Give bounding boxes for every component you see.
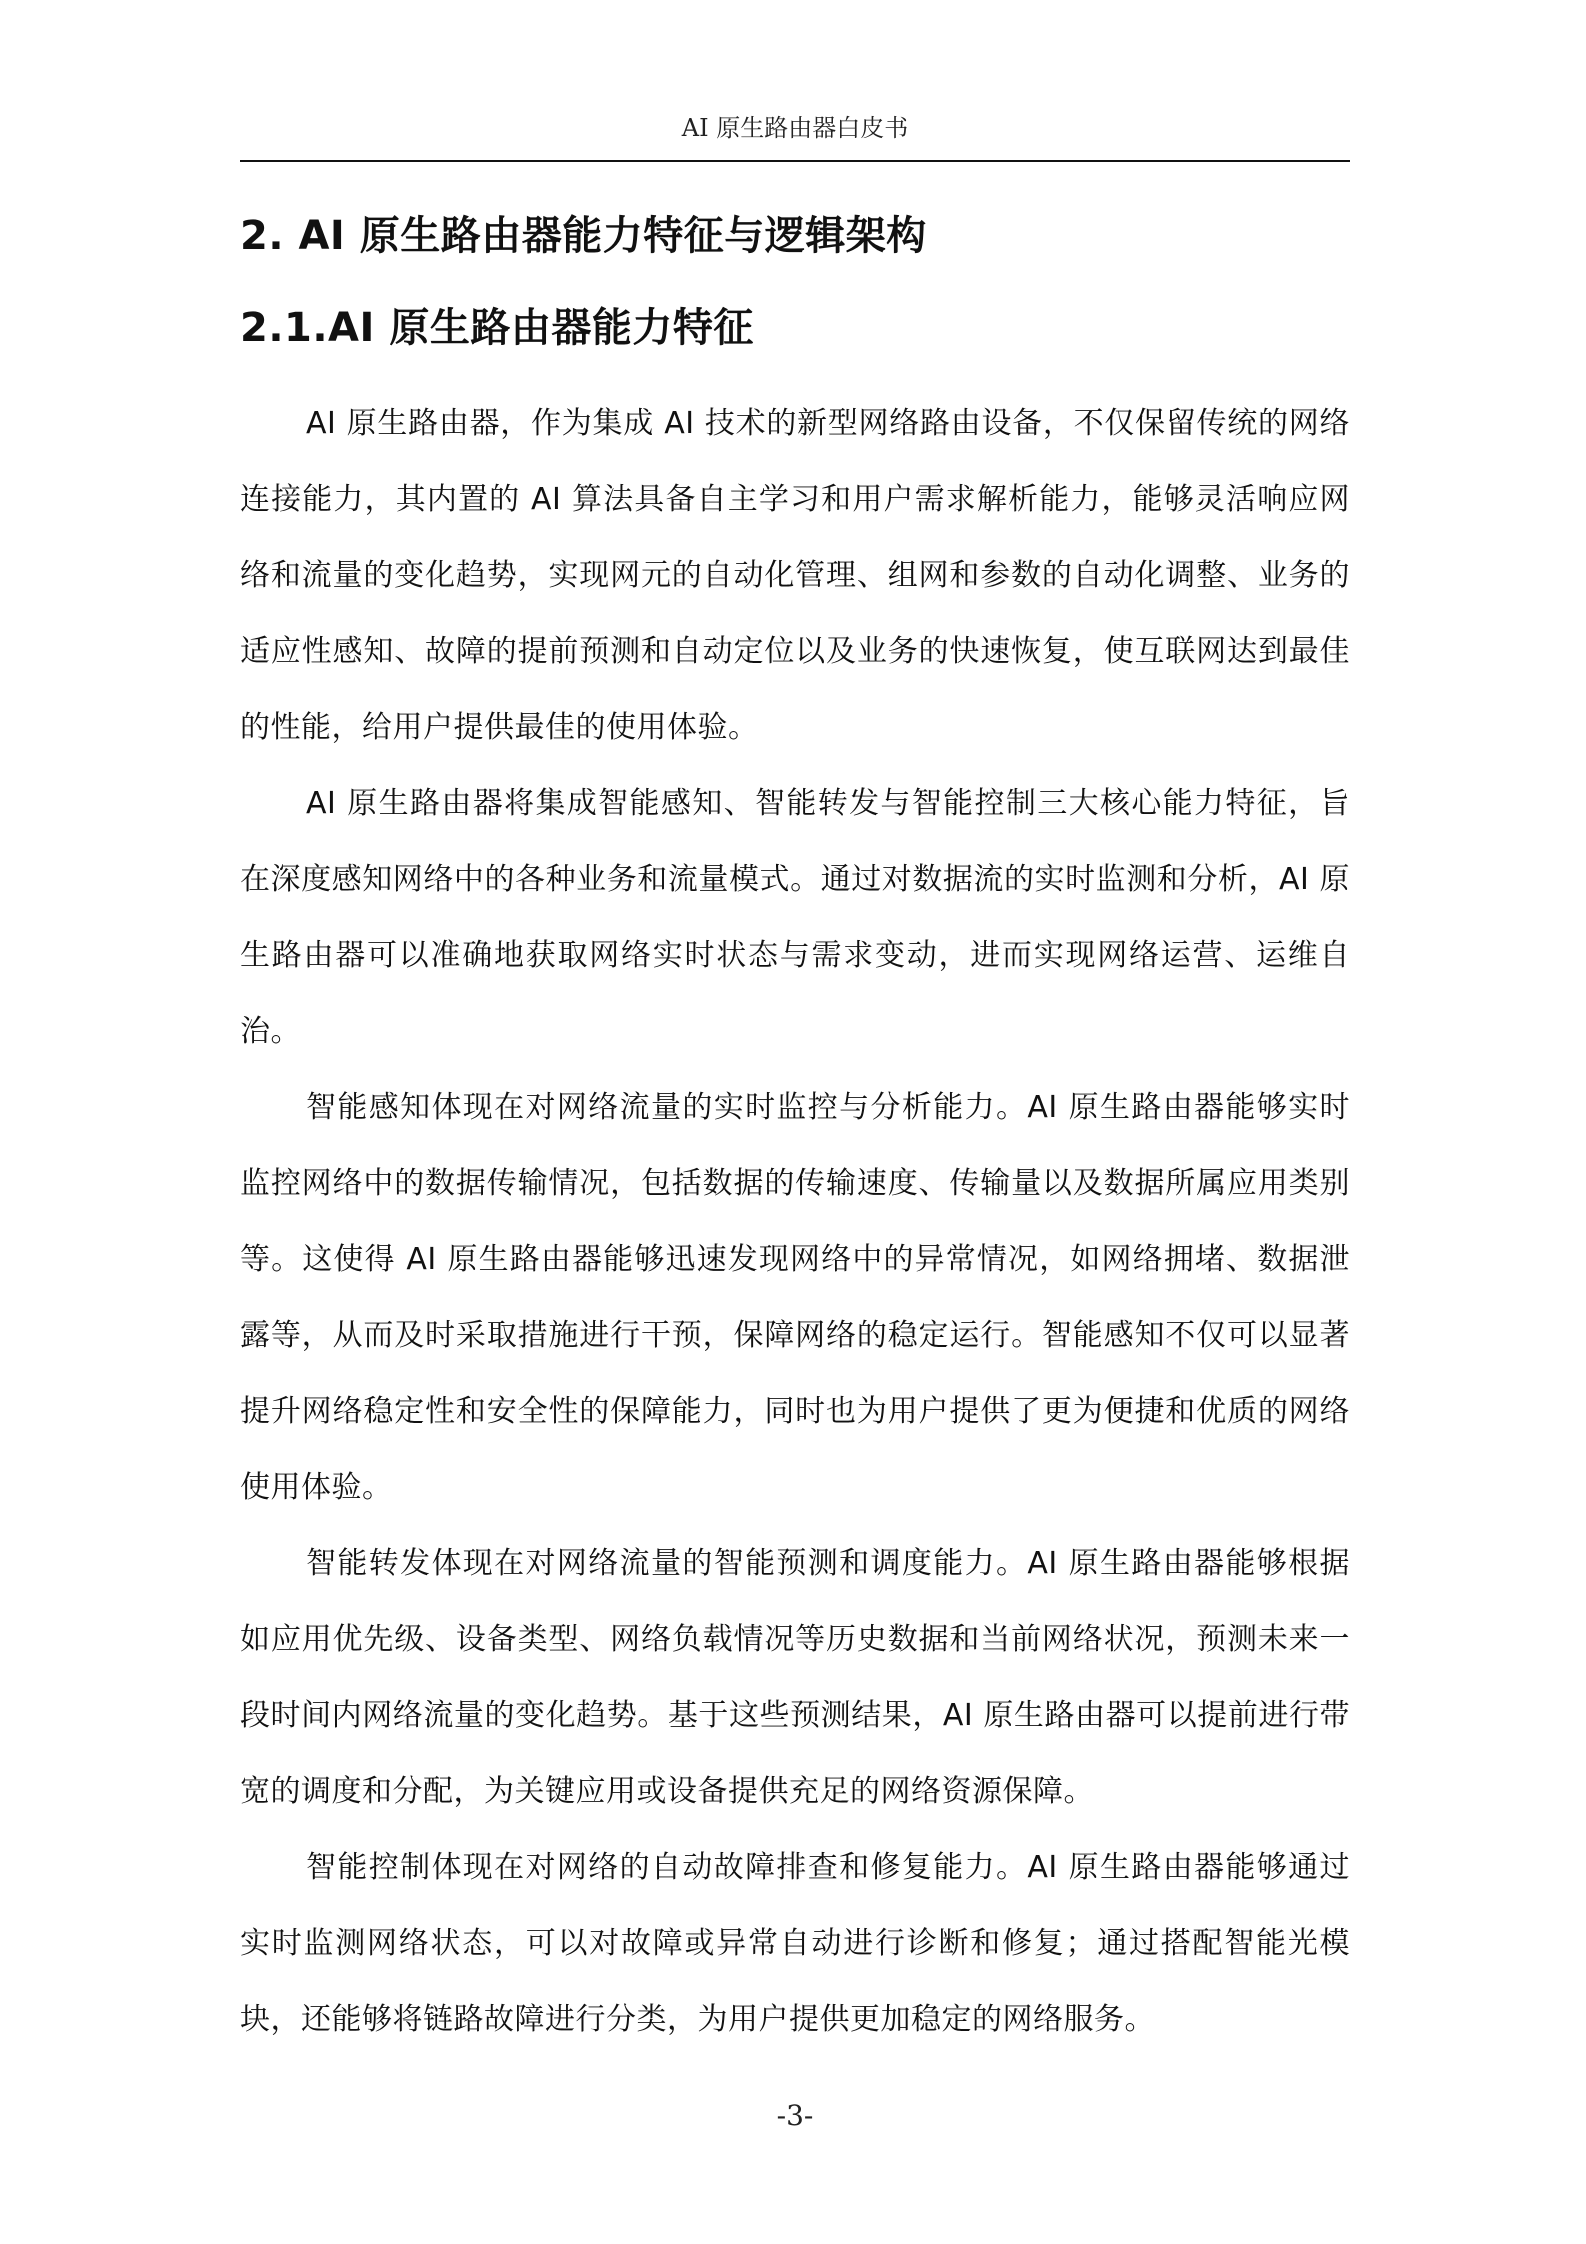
page-number: -3- xyxy=(776,2099,814,2132)
chapter-title: 2. AI 原生路由器能力特征与逻辑架构 xyxy=(240,213,927,259)
paragraph-intelligent-perception: 智能感知体现在对网络流量的实时监控与分析能力。AI 原生路由器能够实时监控网络中的数据传输情况，包括数据的传输速度、传输量以及数据所属应用类别等。这使得 AI 原生路由器能够迅速发现网络中的异常情况，如网络拥堵、数据泄露等，从而及时采取措施进行干预，保障网络的稳定运行。智能感知不仅可以显著提升网络稳定性和安全性的保障能力，同时也为用户提供了更为便捷和优质的网络使用体验。 xyxy=(240,1090,1350,1505)
page-body xyxy=(240,196,1350,2058)
section-title: 2.1.AI 原生路由器能力特征 xyxy=(240,305,754,351)
paragraph-intelligent-forwarding: 智能转发体现在对网络流量的智能预测和调度能力。AI 原生路由器能够根据如应用优先级、设备类型、网络负载情况等历史数据和当前网络状况，预测未来一段时间内网络流量的变化趋势。基于这些预测结果，AI 原生路由器可以提前进行带宽的调度和分配，为关键应用或设备提供充足的网络资源保障。 xyxy=(240,1546,1350,1809)
paragraph-intelligent-control: 智能控制体现在对网络的自动故障排查和修复能力。AI 原生路由器能够通过实时监测网络状态，可以对故障或异常自动进行诊断和修复；通过搭配智能光模块，还能够将链路故障进行分类，为用户提供更加稳定的网络服务。 xyxy=(240,1850,1350,2037)
paragraph-overview: AI 原生路由器，作为集成 AI 技术的新型网络路由设备，不仅保留传统的网络连接能力，其内置的 AI 算法具备自主学习和用户需求解析能力，能够灵活响应网络和流量的变化趋势，实现网元的自动化管理、组网和参数的自动化调整、业务的适应性感知、故障的提前预测和自动定位以及业务的快速恢复，使互联网达到最佳的性能，给用户提供最佳的使用体验。 xyxy=(240,406,1350,745)
paragraph-core-capabilities: AI 原生路由器将集成智能感知、智能转发与智能控制三大核心能力特征，旨在深度感知网络中的各种业务和流量模式。通过对数据流的实时监测和分析，AI 原生路由器可以准确地获取网络实时状态与需求变动，进而实现网络运营、运维自治。 xyxy=(240,786,1350,1049)
header-divider xyxy=(240,160,1350,162)
running-header: AI 原生路由器白皮书 xyxy=(681,114,909,142)
